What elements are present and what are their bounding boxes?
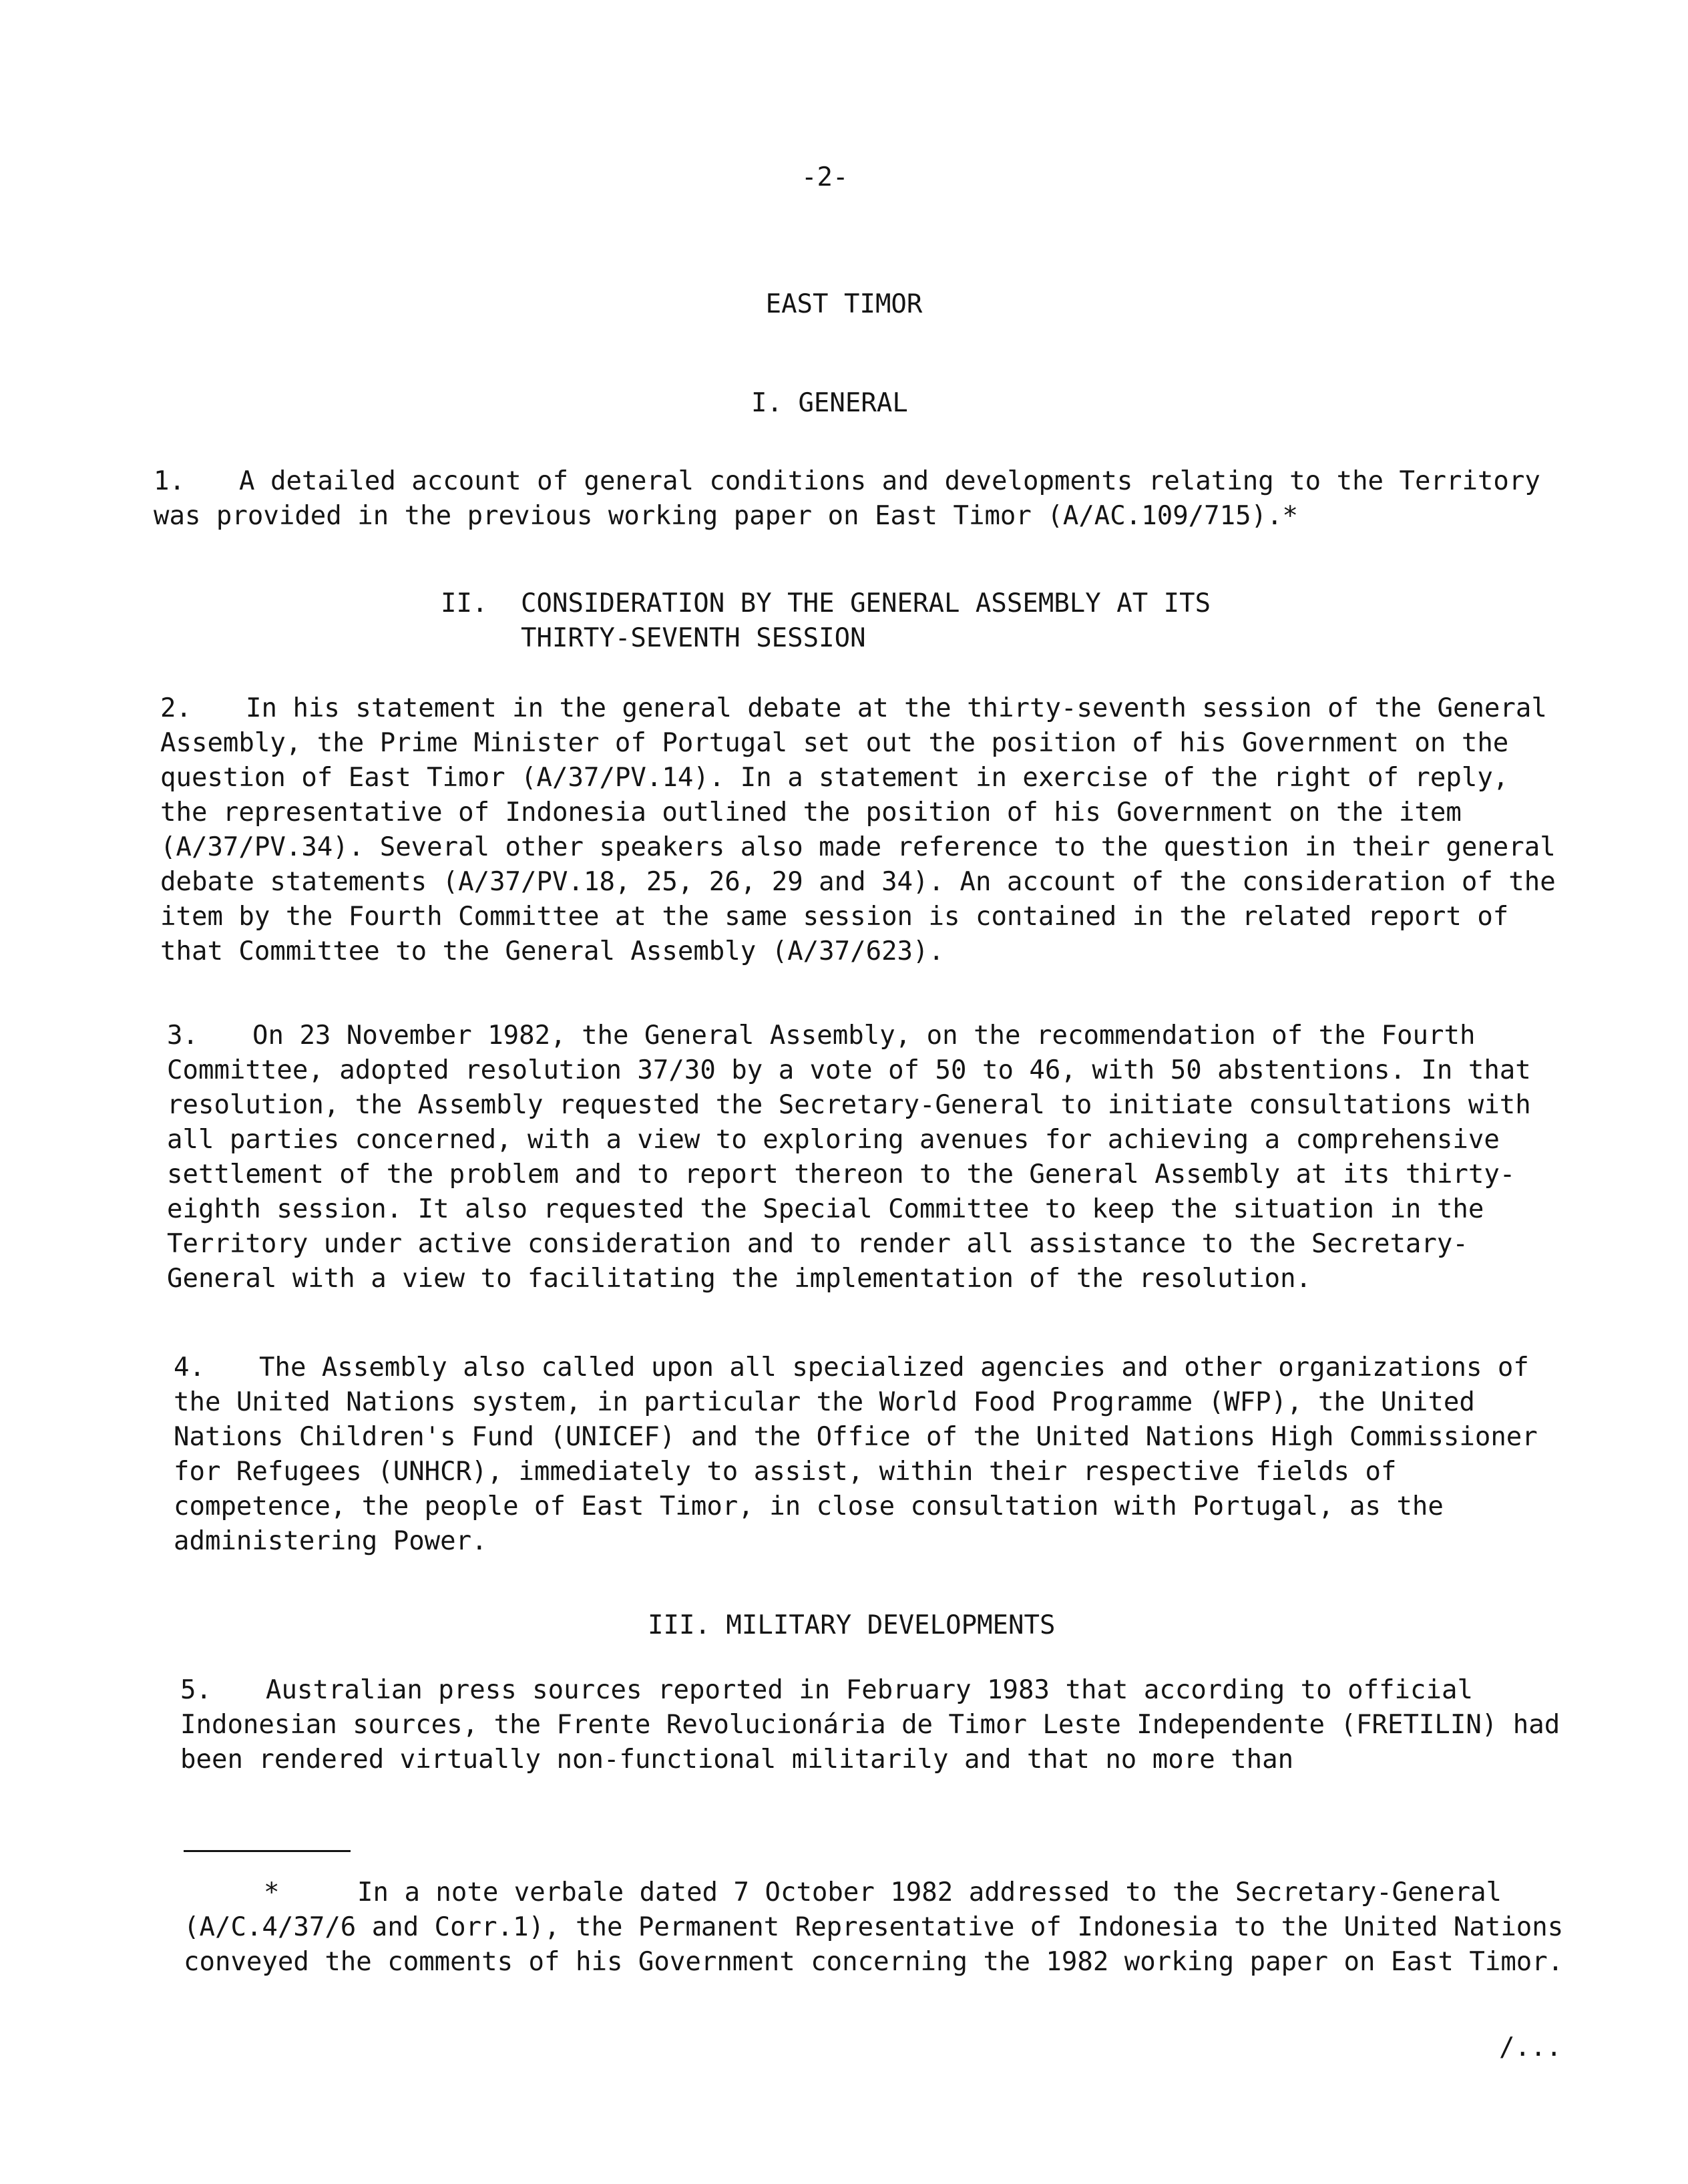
footnote xyxy=(184,1875,1593,1980)
paragraph-2 xyxy=(160,691,1569,969)
paragraph-number: 4. xyxy=(174,1352,205,1383)
paragraph-text: The Assembly also called upon all specialized agencies and other organizations of the United Nations system, in particular the World Food Programme (WFP), the United Nations Children's Fund (UNICEF) and the Office of the United Nations High Commissioner for Refugees (UNHCR), immediately to assist, within their respective fields of competence, the people of East Timor, in close consultation with Portugal, as the administering Power. xyxy=(174,1352,1538,1556)
paragraph-text: In his statement in the general debate at the thirty-seventh session of the General Assembly, the Prime Minister of Portugal set out the position of his Government on the question of East Timor (A/37/PV.14). In a statement in exercise of the right of reply, the representative of Indonesia outlined the position of his Government on the item (A/37/PV.34). Several other speakers also made reference to the question in their general debate statements (A/37/PV.18, 25, 26, 29 and 34). An account of the consideration of the item by the Fourth Committee at the same session is contained in the related report of that Committee to the General Assembly (A/37/623). xyxy=(160,693,1556,966)
paragraph-number: 3. xyxy=(167,1021,198,1051)
document-title: EAST TIMOR xyxy=(765,289,923,319)
section-title-line1: CONSIDERATION BY THE GENERAL ASSEMBLY AT ITS xyxy=(521,588,1211,618)
paragraph-3 xyxy=(167,1019,1576,1296)
paragraph-4 xyxy=(174,1350,1582,1559)
section-heading-consideration xyxy=(441,586,1211,656)
paragraph-text: Australian press sources reported in February 1983 that according to official Indonesian sources, the Frente Revolucionária de Timor Leste Independente (FRETILIN) had been rendered virtually non-functional militarily and that no more than xyxy=(180,1675,1560,1775)
paragraph-number: 2. xyxy=(160,693,192,723)
footnote-marker: * xyxy=(264,1877,280,1907)
section-number: II. xyxy=(441,588,488,618)
paragraph-1 xyxy=(154,464,1562,534)
section-title-line2: THIRTY-SEVENTH SESSION xyxy=(521,623,866,653)
paragraph-number: 1. xyxy=(154,466,185,496)
paragraph-5 xyxy=(180,1673,1589,1777)
paragraph-text: A detailed account of general conditions and developments relating to the Territory was provided in the previous working paper on East Timor (A/AC.109/715).* xyxy=(154,466,1540,531)
footnote-text: In a note verbale dated 7 October 1982 addressed to the Secretary-General (A/C.4/37/6 and Corr.1), the Permanent Representative of Indonesia to the United Nations conveyed the comments of his Government concerning the 1982 working paper on East Timor. xyxy=(184,1877,1564,1977)
section-heading-military: III. MILITARY DEVELOPMENTS xyxy=(648,1610,1056,1640)
continuation-mark: /... xyxy=(1499,2032,1562,2062)
paragraph-text: On 23 November 1982, the General Assembly, on the recommendation of the Fourth Committee, adopted resolution 37/30 by a vote of 50 to 46, with 50 abstentions. In that resolution, the Assembly requested the Secretary-General to initiate consultations with all parties concerned, with a view to exploring avenues for achieving a comprehensive settlement of the problem and to report thereon to the General Assembly at its thirty-eighth session. It also requested the Special Committee to keep the situation in the Territory under active consideration and to render all assistance to the Secretary-General with a view to facilitating the implementation of the resolution. xyxy=(167,1021,1531,1294)
page-number: -2- xyxy=(801,162,849,192)
paragraph-number: 5. xyxy=(180,1675,212,1705)
footnote-separator xyxy=(184,1850,351,1852)
section-heading-general: I. GENERAL xyxy=(751,388,908,418)
